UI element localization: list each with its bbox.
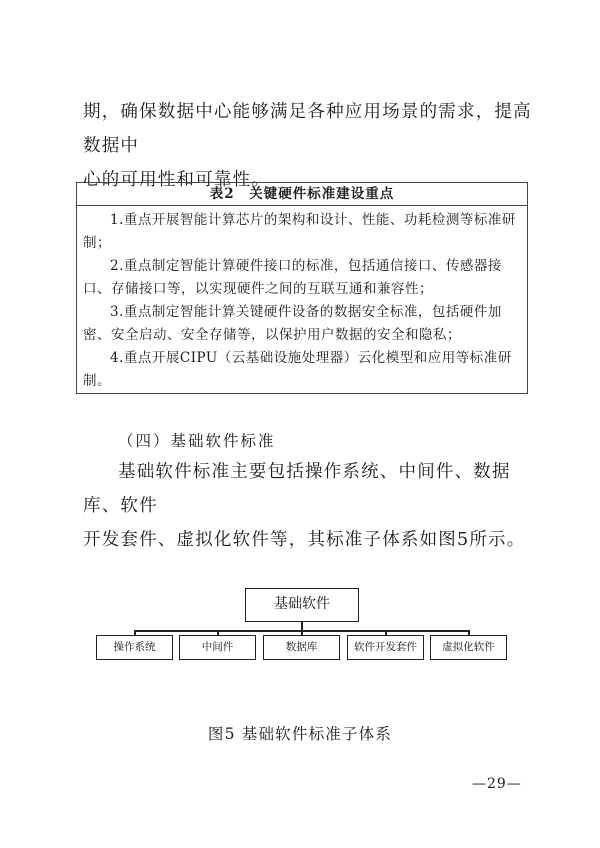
page-number: —29— [472,776,522,792]
table-body [77,206,527,393]
paragraph-basic-software [83,455,533,557]
text-line: 基础软件标准主要包括操作系统、中间件、数据库、软件 [83,462,511,516]
text-line: 开发套件、虚拟化软件等，其标准子体系如图5所示。 [83,530,526,550]
diagram-node-middleware: 中间件 [179,635,256,660]
diagram-node-os: 操作系统 [96,635,173,660]
table-item: 1.重点开展智能计算芯片的架构和设计、性能、功耗检测等标准研制； [83,212,516,251]
basic-software-diagram [90,585,510,665]
diagram-root-node: 基础软件 [245,588,359,622]
text-line: 期，确保数据中心能够满足各种应用场景的需求，提高数据中 [83,102,532,156]
text-line: 心的可用性和可靠性。 [83,170,270,190]
diagram-node-virtualization: 虚拟化软件 [430,635,507,660]
diagram-node-database: 数据库 [263,635,340,660]
figure-caption: 图5 基础软件标准子体系 [207,725,393,743]
table-item: 2.重点制定智能计算硬件接口的标准，包括通信接口、传感器接口、存储接口等，以实现硬件之间的互联互通和兼容性； [83,258,502,297]
table-item: 3.重点制定智能计算关键硬件设备的数据安全标准，包括硬件加密、安全启动、安全存储等，以保护用户数据的安全和隐私； [83,304,502,343]
table-item: 4.重点开展CIPU（云基础设施处理器）云化模型和应用等标准研制。 [83,350,512,389]
diagram-node-sdk: 软件开发套件 [347,635,424,660]
key-hardware-table [76,182,528,394]
section-heading: （四）基础软件标准 [118,432,276,450]
table-title: 表2 关键硬件标准建设重点 [77,183,527,206]
